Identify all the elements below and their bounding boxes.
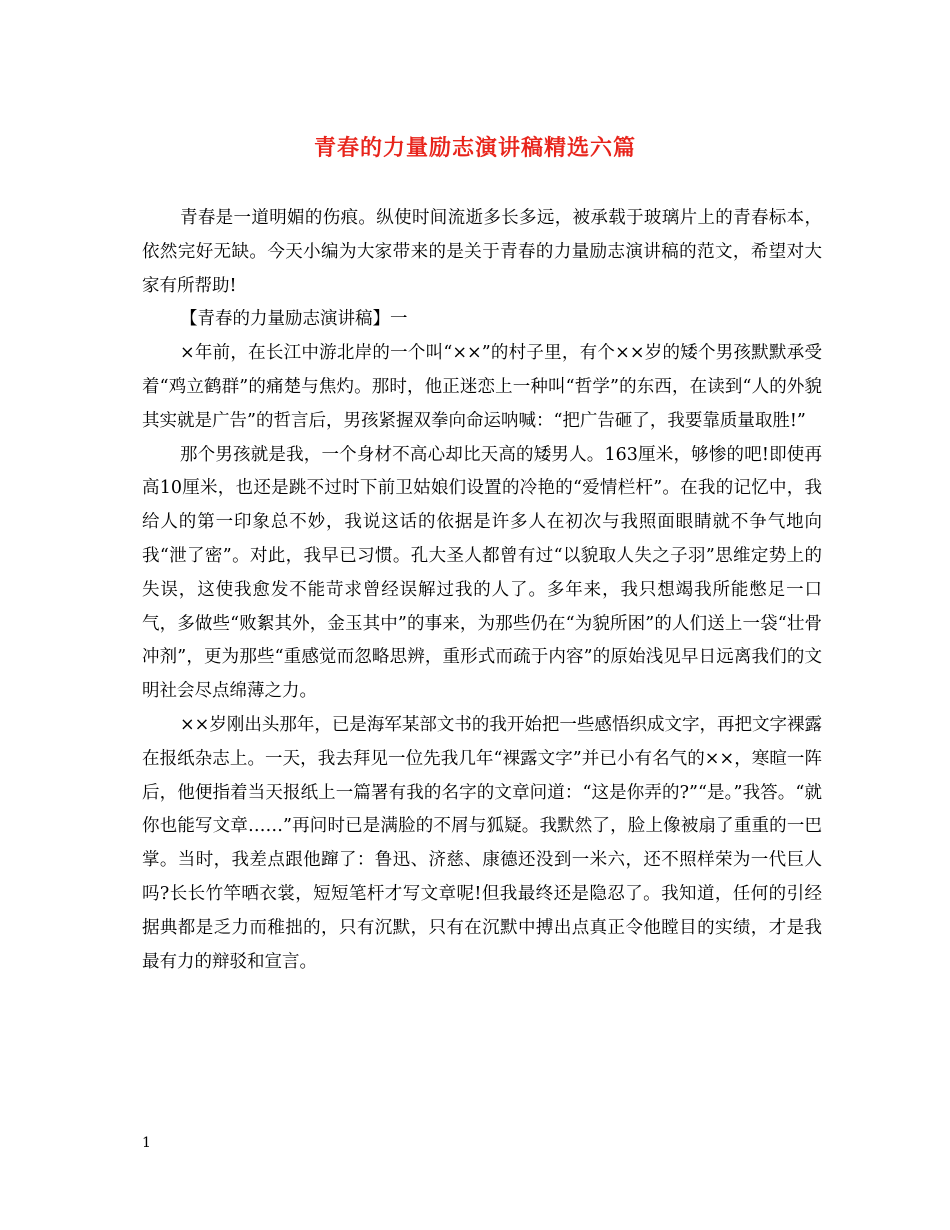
paragraph-2: 那个男孩就是我，一个身材不高心却比天高的矮男人。163厘米，够惨的吧!即使再高10厘米，也还是跳不过时下前卫姑娘们设置的冷艳的“爱情栏杆”。在我的记忆中，我给人的第一印象总不妙，我说这话的依据是许多人在初次与我照面眼睛就不争气地向我“泄了密”。对此，我早已习惯。孔大圣人都曾有过“以貌取人失之子羽”思维定势上的失误，这使我愈发不能苛求曾经误解过我的人了。多年来，我只想竭我所能憋足一口气，多做些“败絮其外，金玉其中”的事来，为那些仍在“为貌所困”的人们送上一袋“壮骨冲剂”，更为那些“重感觉而忽略思辨，重形式而疏于内容”的原始浅见早日远离我们的文明社会尽点绵薄之力。: [142, 444, 822, 702]
page-number: 1: [142, 1135, 151, 1151]
document-body: [142, 202, 822, 979]
paragraph-1: ×年前，在长江中游北岸的一个叫“××”的村子里，有个××岁的矮个男孩默默承受着“鸡立鹤群”的痛楚与焦灼。那时，他正迷恋上一种叫“哲学”的东西，在读到“人的外貌其实就是广告”的哲言后，男孩紧握双拳向命运呐喊：“把广告砸了，我要靠质量取胜!”: [142, 343, 822, 431]
paragraph-3: ××岁刚出头那年，已是海军某部文书的我开始把一些感悟织成文字，再把文字裸露在报纸杂志上。一天，我去拜见一位先我几年“裸露文字”并已小有名气的××，寒暄一阵后，他便指着当天报纸上一篇署有我的名字的文章问道：“这是你弄的?”“是。”我答。“就你也能写文章……”再问时已是满脸的不屑与狐疑。我默然了，脸上像被扇了重重的一巴掌。当时，我差点跟他蹿了：鲁迅、济慈、康德还没到一米六，还不照样荣为一代巨人吗?长长竹竿晒衣裳，短短笔杆才写文章呢!但我最终还是隐忍了。我知道，任何的引经据典都是乏力而稚拙的，只有沉默，只有在沉默中搏出点真正令他瞠目的实绩，才是我最有力的辩驳和宣言。: [142, 714, 822, 972]
paragraph-intro: 青春是一道明媚的伤痕。纵使时间流逝多长多远，被承载于玻璃片上的青春标本，依然完好无缺。今天小编为大家带来的是关于青春的力量励志演讲稿的范文，希望对大家有所帮助!: [142, 208, 822, 296]
section-heading: 【青春的力量励志演讲稿】一: [180, 309, 408, 330]
document-title: 青春的力量励志演讲稿精选六篇: [313, 135, 636, 161]
